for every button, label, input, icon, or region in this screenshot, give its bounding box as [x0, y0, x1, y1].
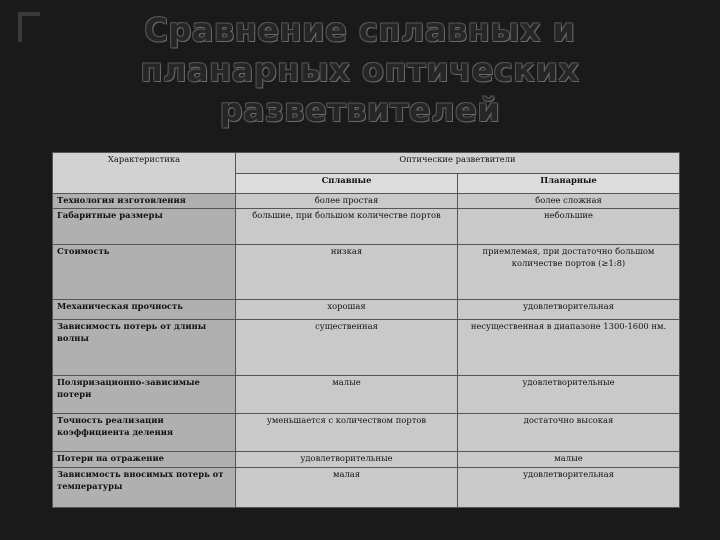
cell-fused: существенная [236, 320, 458, 376]
cell-fused: более простая [236, 194, 458, 209]
cell-planar: малые [458, 452, 680, 468]
row-label: Потери на отражение [53, 452, 236, 468]
cell-fused: низкая [236, 245, 458, 300]
comparison-table [52, 152, 680, 508]
cell-planar: приемлемая, при достаточно большом количестве портов (≥1:8) [458, 245, 680, 300]
table-row [53, 245, 680, 300]
cell-planar: удовлетворительная [458, 300, 680, 320]
subheader-planar: Планарные [458, 174, 680, 194]
cell-fused: уменьшается с количеством портов [236, 414, 458, 452]
title-line-3: разветвителей [219, 91, 501, 129]
cell-fused: удовлетворительные [236, 452, 458, 468]
cell-planar: более сложная [458, 194, 680, 209]
table-header-row [53, 153, 680, 174]
header-optical-splitters: Оптические разветвители [236, 153, 680, 174]
table-row [53, 468, 680, 508]
header-characteristic: Характеристика [53, 153, 236, 194]
row-label: Технология изготовления [53, 194, 236, 209]
cell-fused: малая [236, 468, 458, 508]
cell-fused: малые [236, 376, 458, 414]
subheader-fused: Сплавные [236, 174, 458, 194]
table-row [53, 452, 680, 468]
cell-planar: удовлетворительная [458, 468, 680, 508]
cell-fused: хорошая [236, 300, 458, 320]
cell-planar: достаточно высокая [458, 414, 680, 452]
row-label: Поляризационно-зависимые потери [53, 376, 236, 414]
table-row [53, 194, 680, 209]
table-row [53, 209, 680, 245]
cell-planar: небольшие [458, 209, 680, 245]
title-line-1: Сравнение сплавных и [144, 11, 576, 49]
table-row [53, 300, 680, 320]
row-label: Механическая прочность [53, 300, 236, 320]
cell-planar: удовлетворительные [458, 376, 680, 414]
table-row [53, 320, 680, 376]
cell-planar: несущественная в диапазоне 1300-1600 нм. [458, 320, 680, 376]
row-label: Точность реализации коэффициента деления [53, 414, 236, 452]
table-row [53, 414, 680, 452]
title-line-2: планарных оптических [140, 51, 580, 89]
row-label: Зависимость потерь от длины волны [53, 320, 236, 376]
slide-title [0, 10, 720, 130]
table-row [53, 376, 680, 414]
row-label: Зависимость вносимых потерь от температуры [53, 468, 236, 508]
row-label: Стоимость [53, 245, 236, 300]
cell-fused: большие, при большом количестве портов [236, 209, 458, 245]
row-label: Габаритные размеры [53, 209, 236, 245]
